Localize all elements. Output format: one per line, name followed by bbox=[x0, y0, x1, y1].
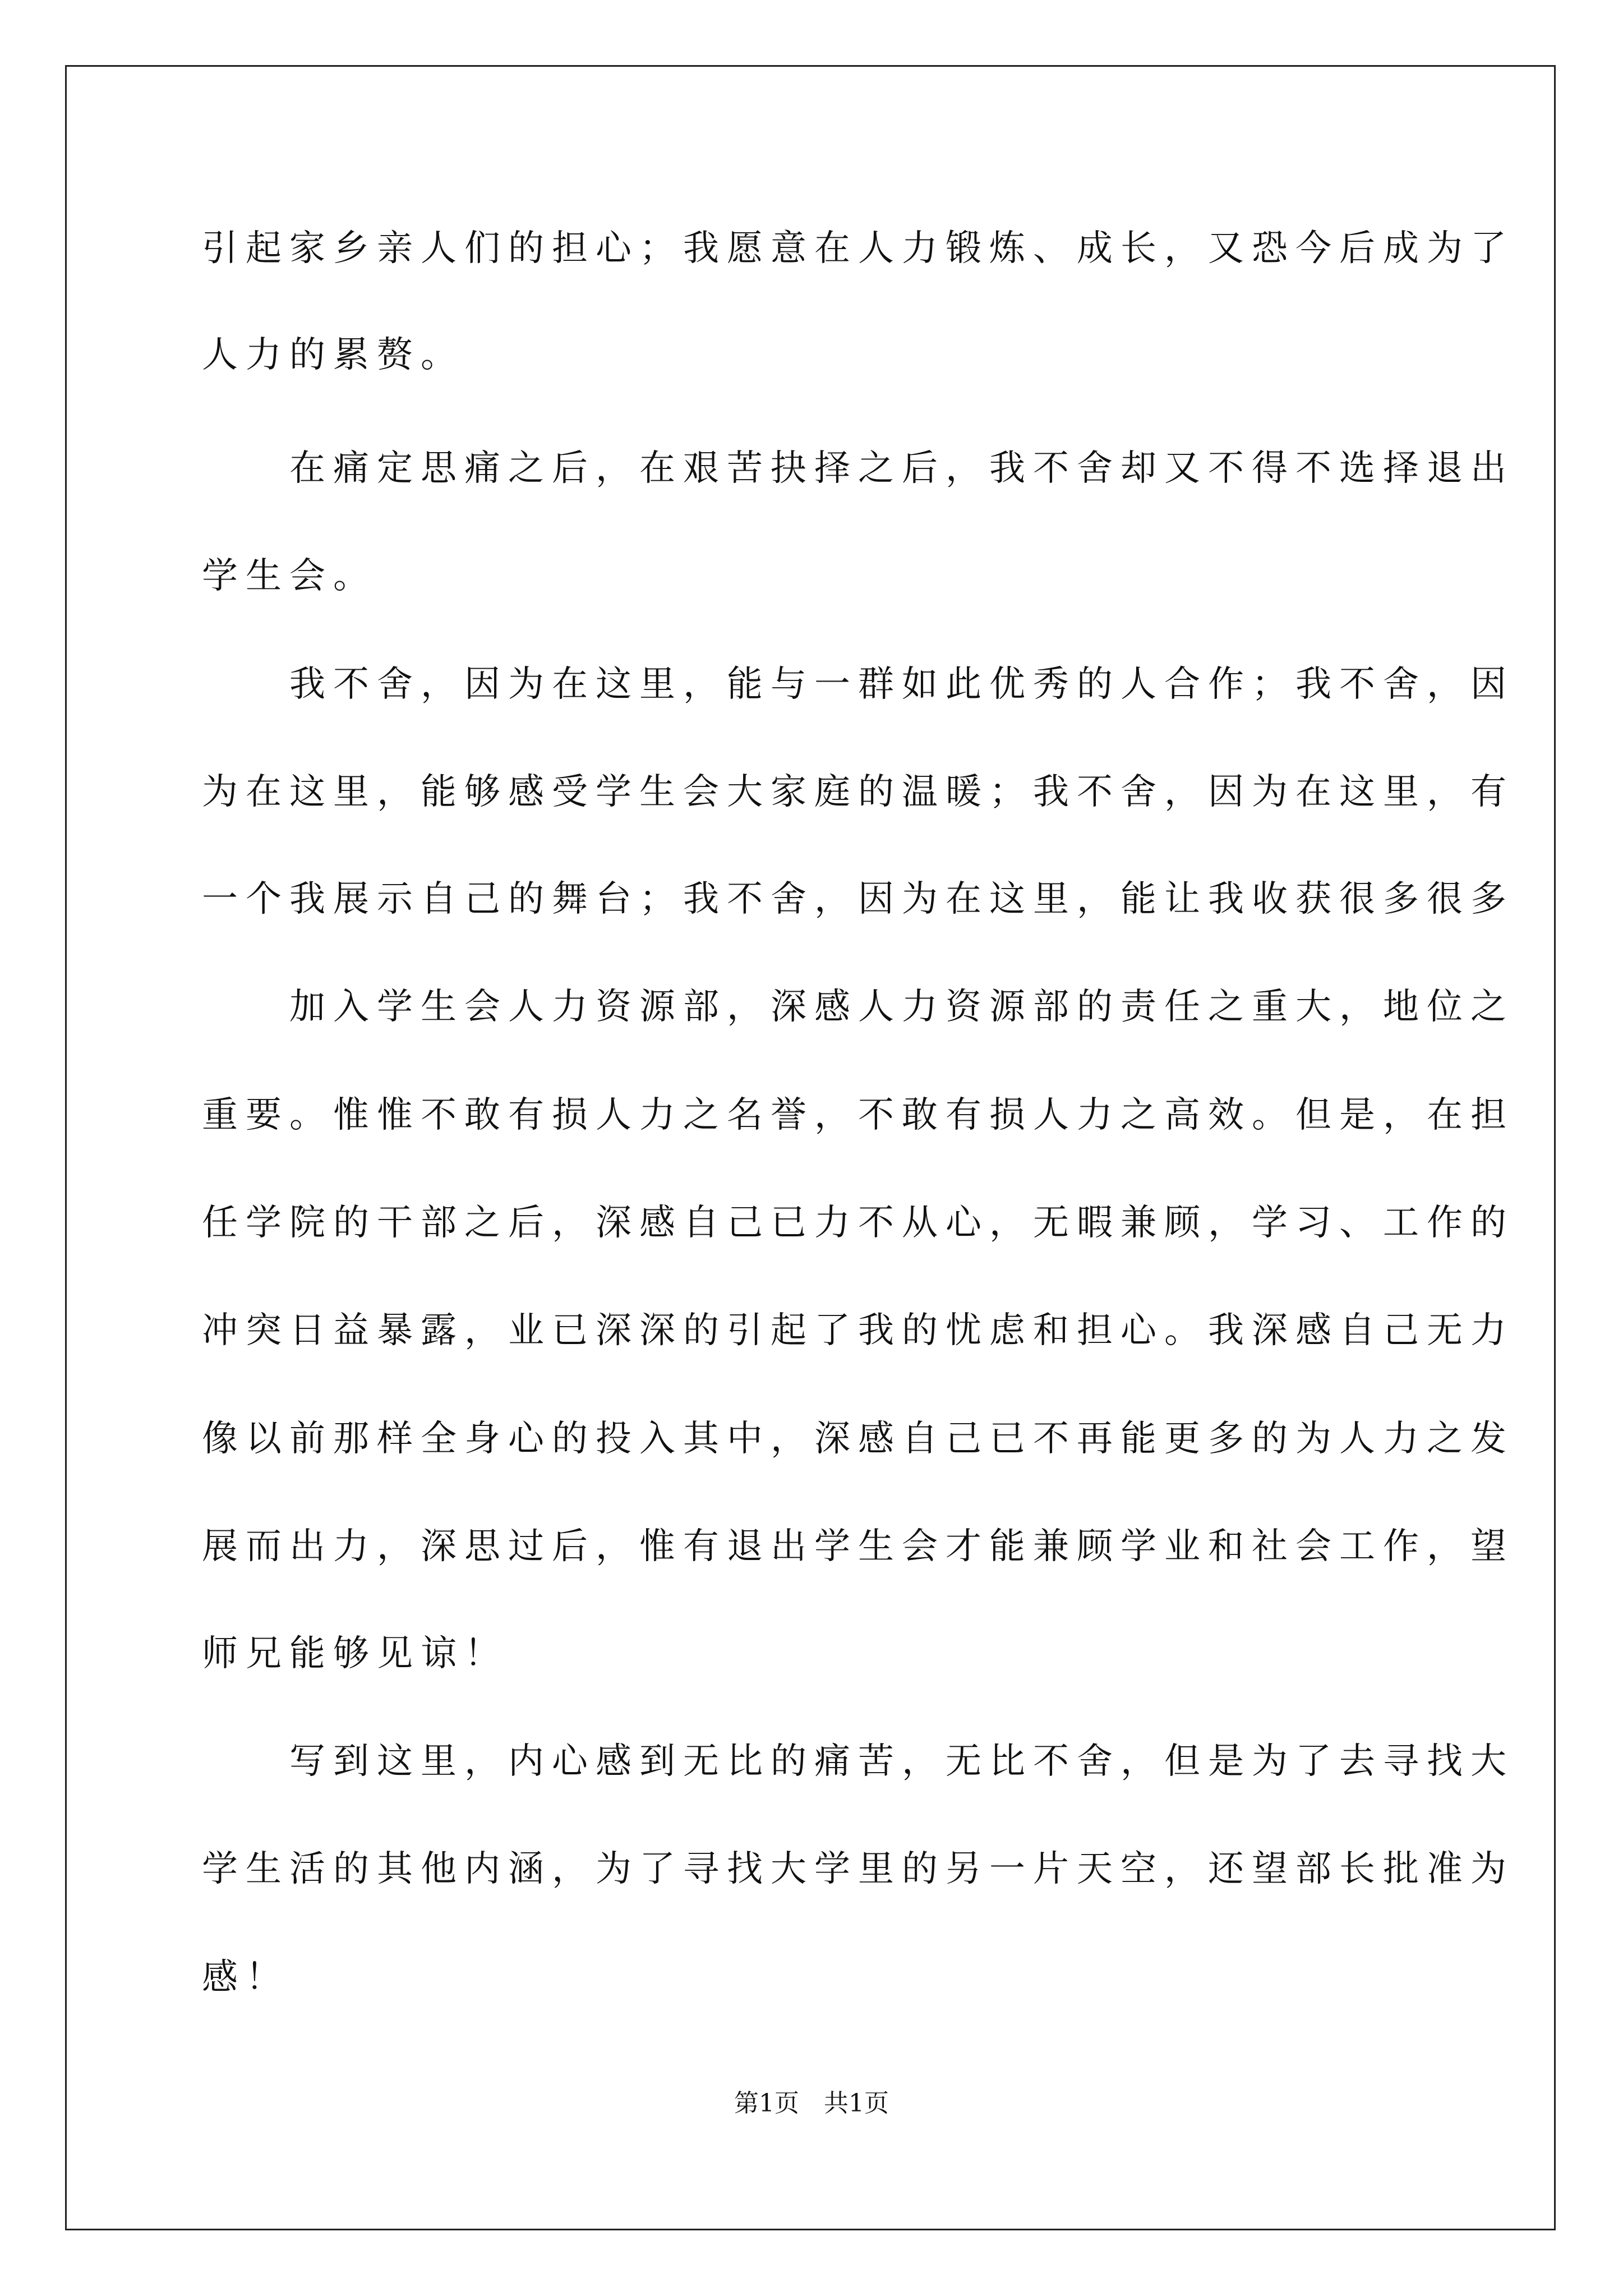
text-line: 写到这里，内心感到无比的痛苦，无比不舍，但是为了去寻找大 bbox=[202, 1741, 1514, 1782]
text-line: 展而出力，深思过后，惟有退出学生会才能兼顾学业和社会工作，望 bbox=[202, 1526, 1514, 1567]
text-line: 任学院的干部之后，深感自己已力不从心，无暇兼顾，学习、工作的 bbox=[202, 1202, 1514, 1244]
text-line: 重要。惟惟不敢有损人力之名誉，不敢有损人力之高效。但是，在担 bbox=[202, 1094, 1514, 1136]
text-line: 在痛定思痛之后，在艰苦抉择之后，我不舍却又不得不选择退出 bbox=[202, 448, 1514, 489]
text-line: 学生会。 bbox=[202, 555, 377, 597]
page-number: 第1页 共1页 bbox=[734, 2089, 889, 2118]
text-line: 为在这里，能够感受学生会大家庭的温暖；我不舍，因为在这里，有 bbox=[202, 771, 1514, 813]
text-line: 感！ bbox=[202, 1957, 289, 1998]
text-line: 引起家乡亲人们的担心；我愿意在人力锻炼、成长，又恐今后成为了 bbox=[202, 228, 1514, 269]
page-border bbox=[65, 65, 1556, 2230]
text-line: 我不舍，因为在这里，能与一群如此优秀的人合作；我不舍，因 bbox=[202, 664, 1514, 705]
text-line: 人力的累赘。 bbox=[202, 334, 464, 376]
text-line: 像以前那样全身心的投入其中，深感自己已不再能更多的为人力之发 bbox=[202, 1418, 1514, 1460]
text-line: 师兄能够见谅！ bbox=[202, 1633, 508, 1674]
text-line: 学生活的其他内涵，为了寻找大学里的另一片天空，还望部长批准为 bbox=[202, 1848, 1514, 1890]
text-line: 冲突日益暴露，业已深深的引起了我的忧虑和担心。我深感自己无力 bbox=[202, 1310, 1514, 1351]
text-line: 一个我展示自己的舞台；我不舍，因为在这里，能让我收获很多很多 bbox=[202, 878, 1514, 920]
page-footer bbox=[0, 2087, 1623, 2120]
text-line: 加入学生会人力资源部，深感人力资源部的责任之重大，地位之 bbox=[202, 986, 1514, 1028]
